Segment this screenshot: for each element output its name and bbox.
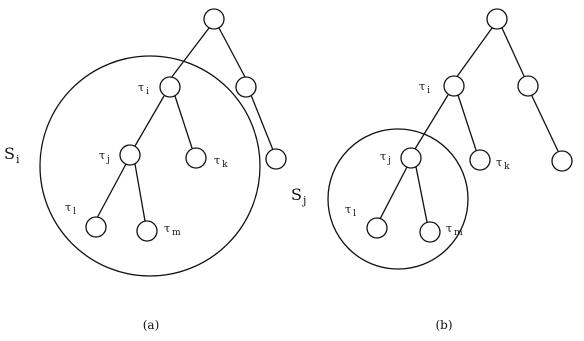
edge-root-right (502, 28, 524, 76)
edge-right-child (531, 94, 558, 151)
node-tj (120, 145, 140, 165)
panel-a (4, 9, 286, 332)
node-right (518, 76, 538, 96)
node-tm (420, 222, 440, 242)
label-ti: τ $_i$ (419, 80, 430, 96)
edge-root-right (219, 28, 245, 77)
set-label-sj: $S_j$ (291, 185, 307, 207)
edge-ti-tk (458, 95, 476, 150)
node-ti (444, 76, 464, 96)
node-tk (186, 148, 206, 168)
subset-circle-sj (328, 129, 468, 269)
node-right (236, 77, 256, 97)
node-tk (470, 150, 490, 170)
edge-root-ti (456, 28, 492, 78)
node-tj (401, 148, 421, 168)
node-ti (160, 77, 180, 97)
edge-ti-tj (415, 95, 448, 149)
label-ti: τ $_i$ (138, 81, 149, 97)
node-root (204, 9, 224, 29)
node-root (487, 9, 507, 29)
edge-tj-tm (416, 167, 427, 222)
edge-right-child (251, 95, 273, 150)
label-tl: τ $_l$ (345, 203, 356, 219)
edge-ti-tk (175, 96, 192, 148)
set-label-si: $S_i$ (4, 144, 20, 166)
label-tm: τ $_m$ (446, 222, 463, 238)
edge-tj-tl (97, 164, 126, 218)
label-tk: τ $_k$ (496, 156, 510, 172)
edge-tj-tl (380, 167, 407, 219)
node-tm (137, 221, 157, 241)
label-tk: τ $_k$ (214, 154, 228, 170)
label-tl: τ $_l$ (65, 201, 76, 217)
caption-b: (b) (435, 318, 453, 332)
caption-a: (a) (142, 318, 160, 332)
label-tm: τ $_m$ (164, 222, 181, 238)
edge-tj-tm (135, 164, 145, 221)
label-tj: τ $_j$ (380, 150, 391, 166)
label-tj: τ $_j$ (99, 149, 110, 165)
node-tl (86, 217, 106, 237)
node-right-child (552, 151, 572, 171)
edge-ti-tj (135, 96, 164, 146)
node-tl (367, 218, 387, 238)
node-right-child (266, 149, 286, 169)
panel-b (291, 9, 572, 332)
